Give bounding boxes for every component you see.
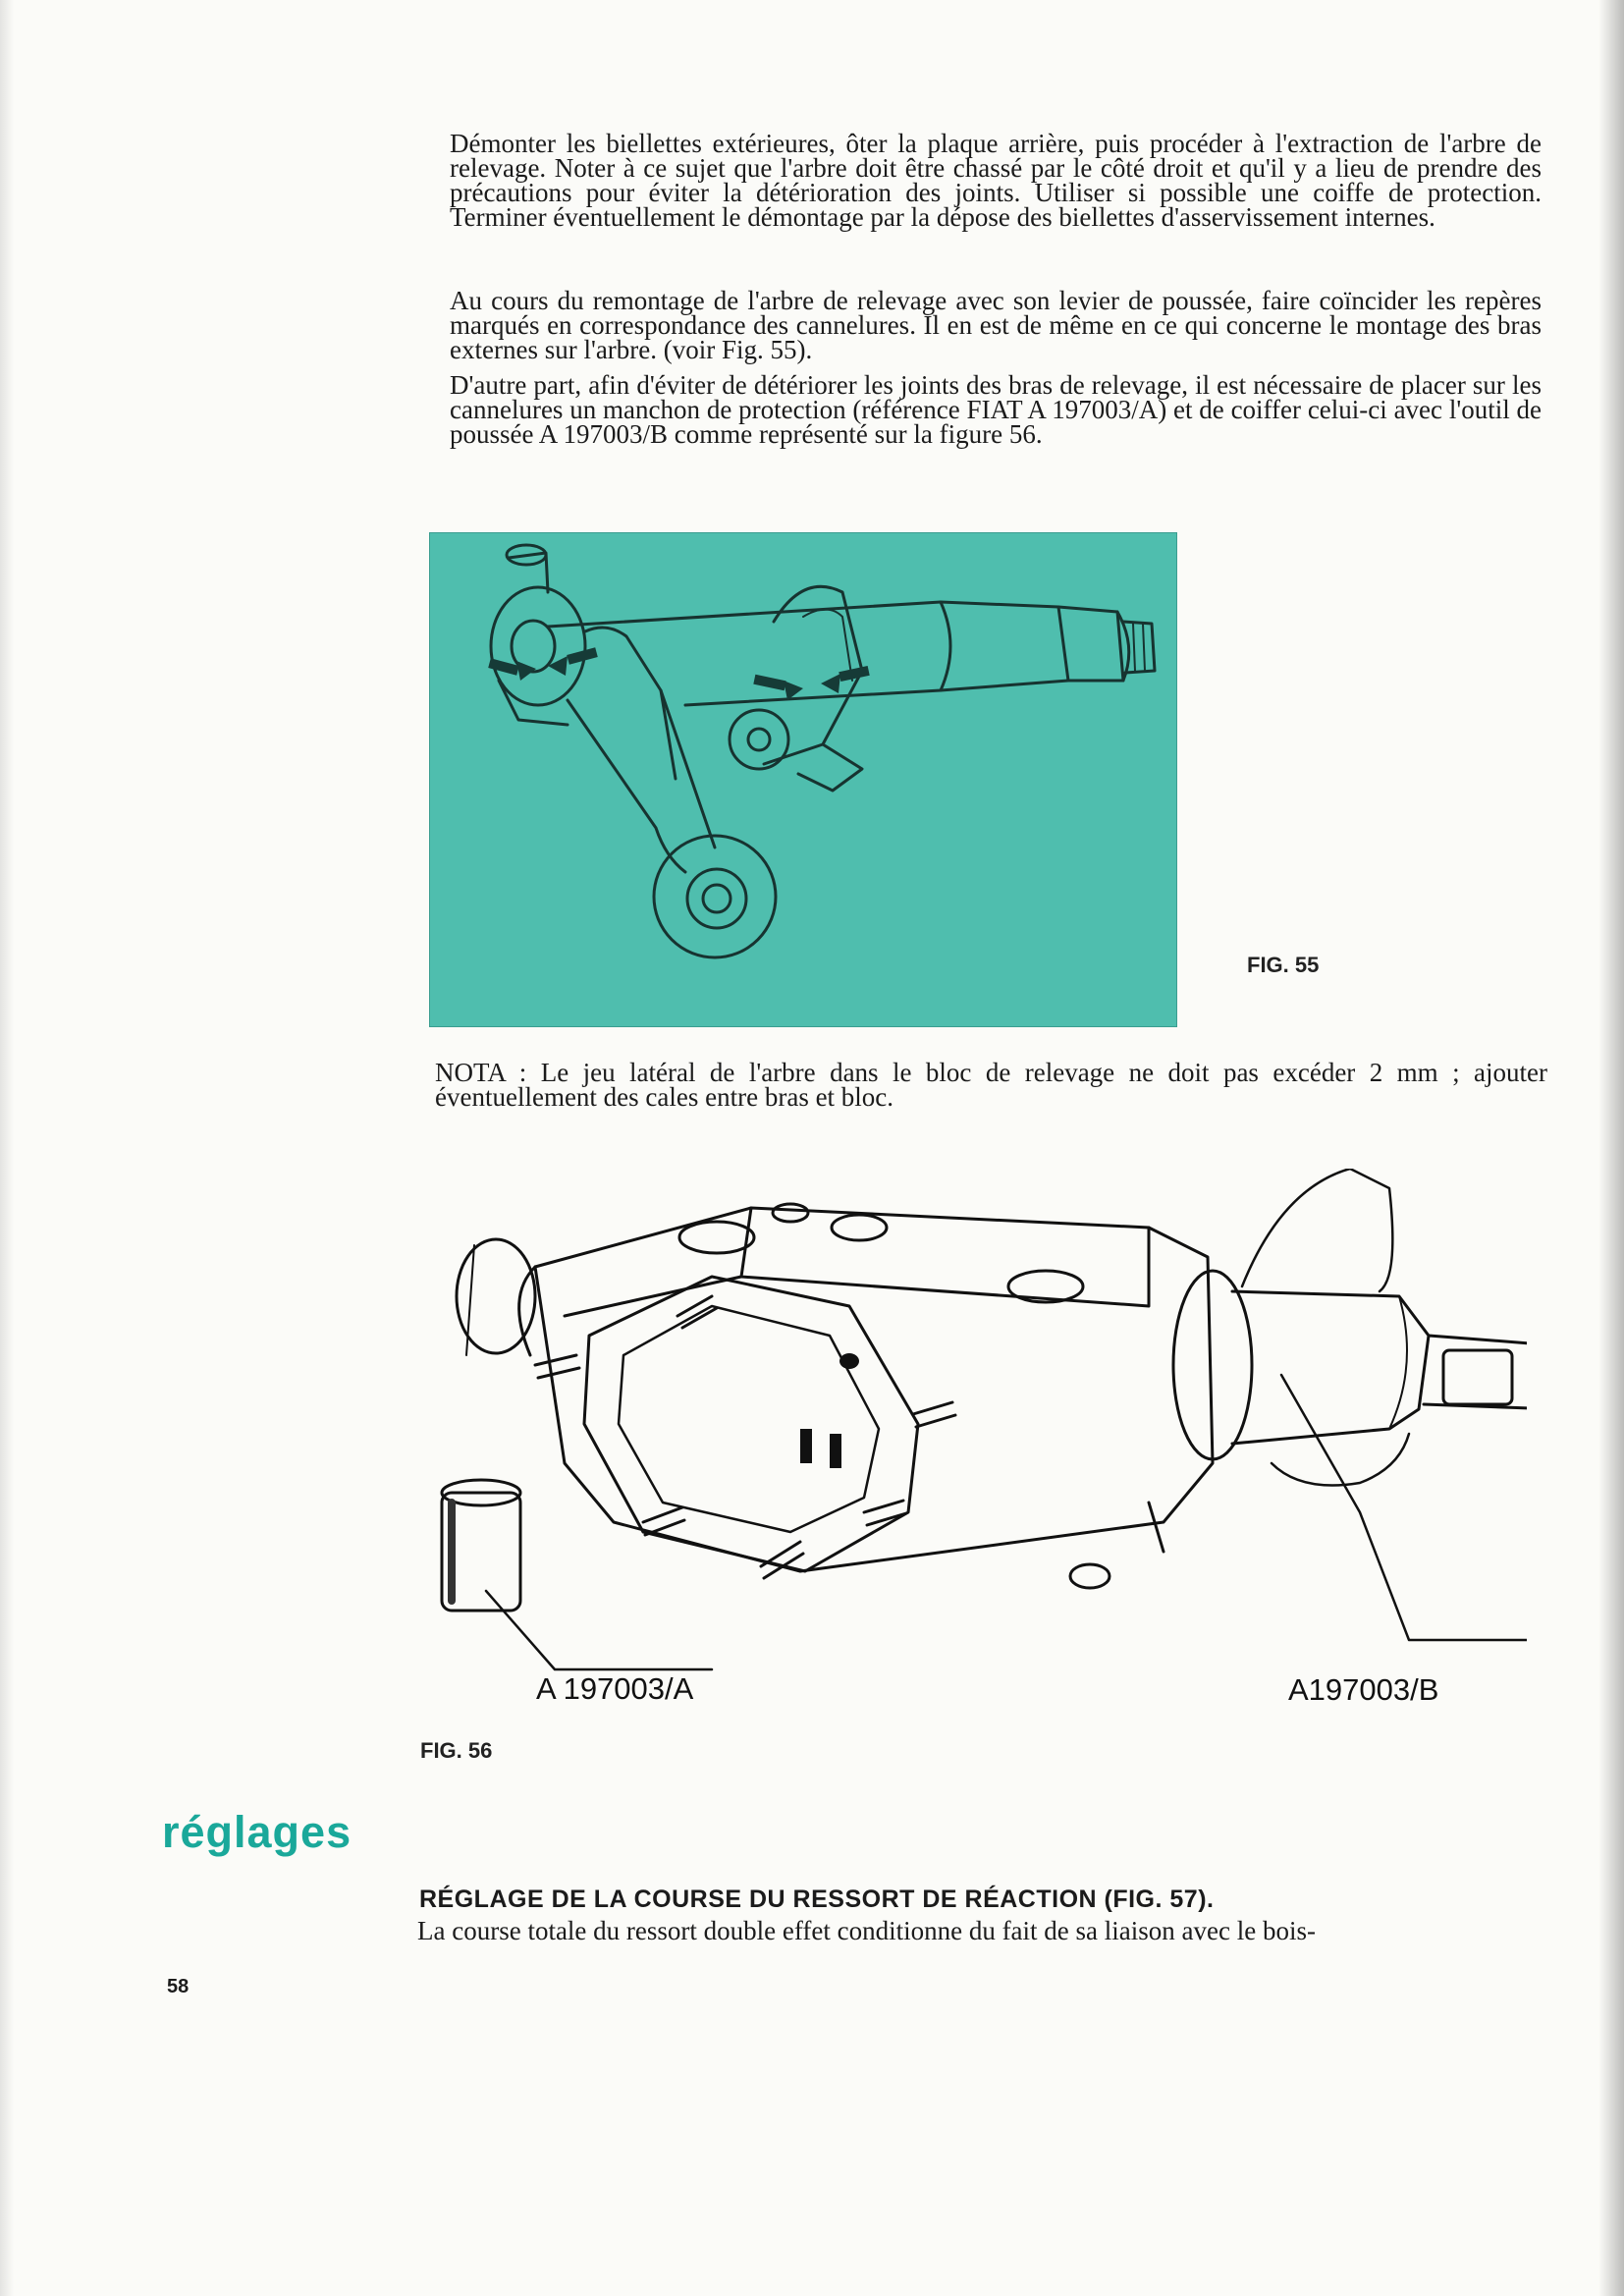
tool-a-label: A 197003/A	[536, 1671, 694, 1706]
section-title-reglages: réglages	[162, 1807, 352, 1857]
paragraph-disassembly: Démonter les biellettes extérieures, ôter la plaque arrière, puis procéder à l'extraction de l'arbre de relevage. Noter à ce sujet que l'arbre doit être chassé par le côté droit et qu'il y a lieu de prendre des précautions pour éviter la détérioration des joints. Utiliser si possible une coiffe de protection. Terminer éventuellement le démontage par la dépose des biellettes d'asservissement internes.	[450, 129, 1542, 232]
figure-55-illustration	[430, 533, 1176, 1026]
lift-block-drawing	[417, 1169, 1527, 1728]
figure-56-caption: FIG. 56	[420, 1738, 493, 1763]
arrow-marker-icon	[821, 674, 840, 693]
paragraph-reassembly: Au cours du remontage de l'arbre de relevage avec son levier de poussée, faire coïncider les repères marqués en correspondance des cannelures. Il en est de même en ce qui concerne le montage des bras externes sur l'arbre. (voir Fig. 55).	[450, 286, 1542, 364]
shaft-arm-drawing	[430, 533, 1176, 1026]
arrow-marker-icon	[516, 661, 536, 681]
figure-55-caption: FIG. 55	[1247, 953, 1320, 977]
page-edge-shadow	[1598, 0, 1624, 2296]
paragraph-protection-sleeve: D'autre part, afin d'éviter de détériorer les joints des bras de relevage, il est nécessaire de placer sur les cannelures un manchon de protection (référence FIAT A 197003/A) et de coiffer celui-ci avec l'outil de poussée A 197003/B comme représenté sur la figure 56.	[450, 370, 1542, 449]
page-number: 58	[167, 1976, 189, 1997]
tool-b-label: A197003/B	[1288, 1672, 1439, 1707]
nota-paragraph: NOTA : Le jeu latéral de l'arbre dans le bloc de relevage ne doit pas excéder 2 mm ; ajouter éventuellement des cales entre bras et bloc.	[435, 1058, 1547, 1112]
paragraph-spring-course: La course totale du ressort double effet conditionne du fait de sa liaison avec le bois-	[417, 1916, 1316, 1945]
subheading-spring-adjustment: RÉGLAGE DE LA COURSE DU RESSORT DE RÉACTION (FIG. 57).	[419, 1886, 1215, 1913]
page-left-shadow	[0, 0, 14, 2296]
figure-56-illustration	[417, 1169, 1527, 1728]
